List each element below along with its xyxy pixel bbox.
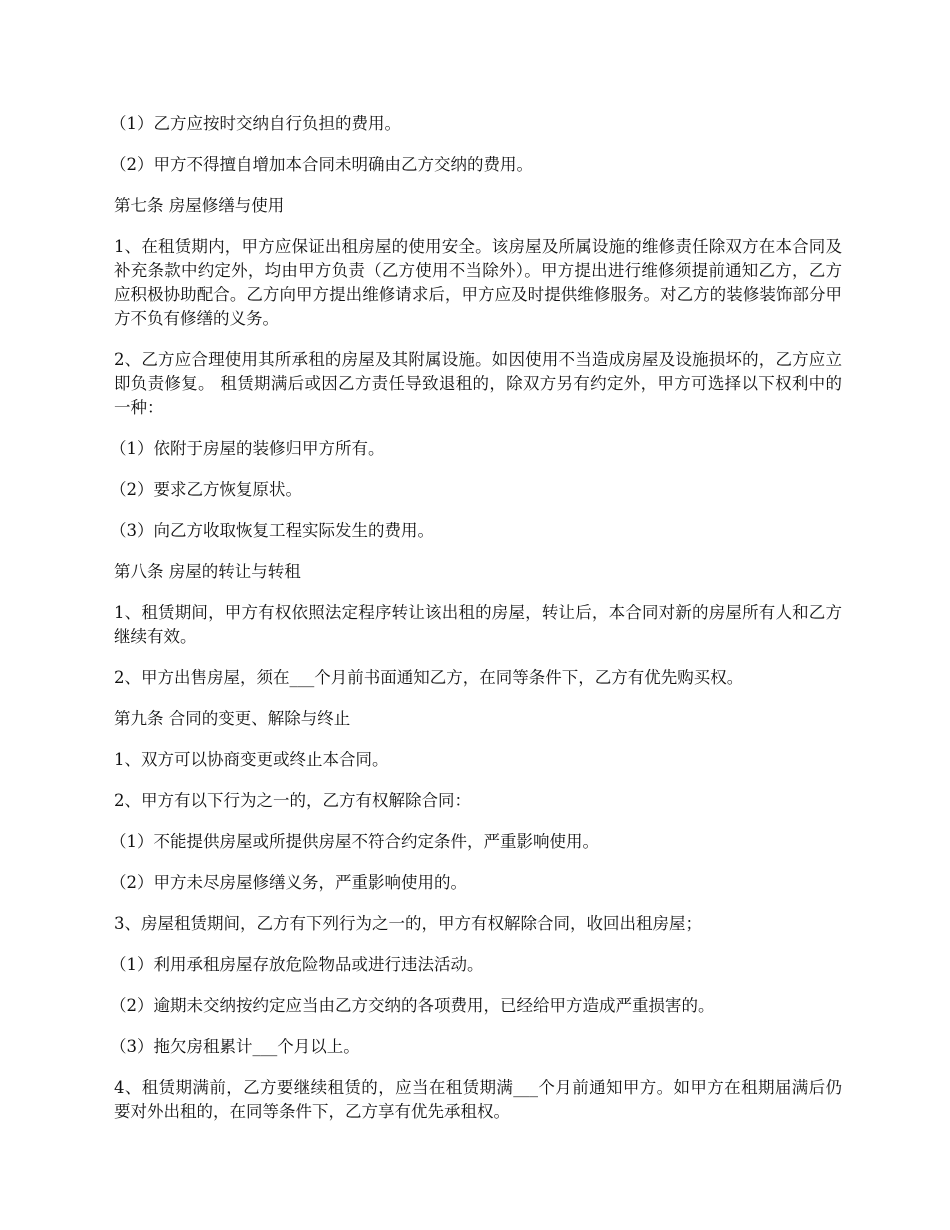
clause-item: （1）利用承租房屋存放危险物品或进行违法活动。 [110, 955, 484, 974]
clause-item: （1）不能提供房屋或所提供房屋不符合约定条件，严重影响使用。 [110, 832, 599, 851]
article-heading: 第九条 合同的变更、解除与终止 [114, 709, 351, 728]
clause-paragraph: 1、双方可以协商变更或终止本合同。 [114, 750, 389, 769]
clause-item: （3）拖欠房租累计___个月以上。 [110, 1037, 360, 1056]
clause-item: （1）乙方应按时交纳自行负担的费用。 [110, 114, 401, 133]
article-heading: 第八条 房屋的转让与转租 [114, 562, 301, 581]
clause-paragraph: 1、在租赁期内，甲方应保证出租房屋的使用安全。该房屋及所属设施的维修责任除双方在本合同及补充条款中约定外，均由甲方负责（乙方使用不当除外）。甲方提出进行维修须提前通知乙方，乙方应积极协助配合。乙方向甲方提出维修请求后，甲方应及时提供维修服务。对乙方的装修装饰部分甲方不负有修缮的义务。 [114, 237, 842, 328]
clause-item: （2）甲方未尽房屋修缮义务，严重影响使用的。 [110, 873, 467, 892]
clause-item: （1）依附于房屋的装修归甲方所有。 [110, 439, 385, 458]
clause-item: （2）逾期未交纳按约定应当由乙方交纳的各项费用，已经给甲方造成严重损害的。 [110, 996, 715, 1015]
document-body [110, 112, 842, 1141]
clause-item: （3）向乙方收取恢复工程实际发生的费用。 [110, 521, 434, 540]
clause-paragraph: 1、租赁期间，甲方有权依照法定程序转让该出租的房屋，转让后，本合同对新的房屋所有人和乙方继续有效。 [114, 603, 842, 646]
clause-paragraph: 4、租赁期满前，乙方要继续租赁的，应当在租赁期满___个月前通知甲方。如甲方在租期届满后仍要对外出租的，在同等条件下，乙方享有优先承租权。 [114, 1078, 842, 1121]
clause-paragraph: 3、房屋租赁期间，乙方有下列行为之一的，甲方有权解除合同，收回出租房屋； [114, 914, 702, 933]
clause-item: （2）要求乙方恢复原状。 [110, 480, 302, 499]
clause-paragraph: 2、甲方出售房屋，须在___个月前书面通知乙方，在同等条件下，乙方有优先购买权。 [114, 668, 744, 687]
clause-paragraph: 2、乙方应合理使用其所承租的房屋及其附属设施。如因使用不当造成房屋及设施损坏的，乙方应立即负责修复。 租赁期满后或因乙方责任导致退租的，除双方另有约定外，甲方可选择以下权利中的一种： [114, 350, 842, 417]
clause-paragraph: 2、甲方有以下行为之一的，乙方有权解除合同： [114, 791, 471, 810]
article-heading: 第七条 房屋修缮与使用 [114, 196, 285, 215]
clause-item: （2）甲方不得擅自增加本合同未明确由乙方交纳的费用。 [110, 155, 533, 174]
